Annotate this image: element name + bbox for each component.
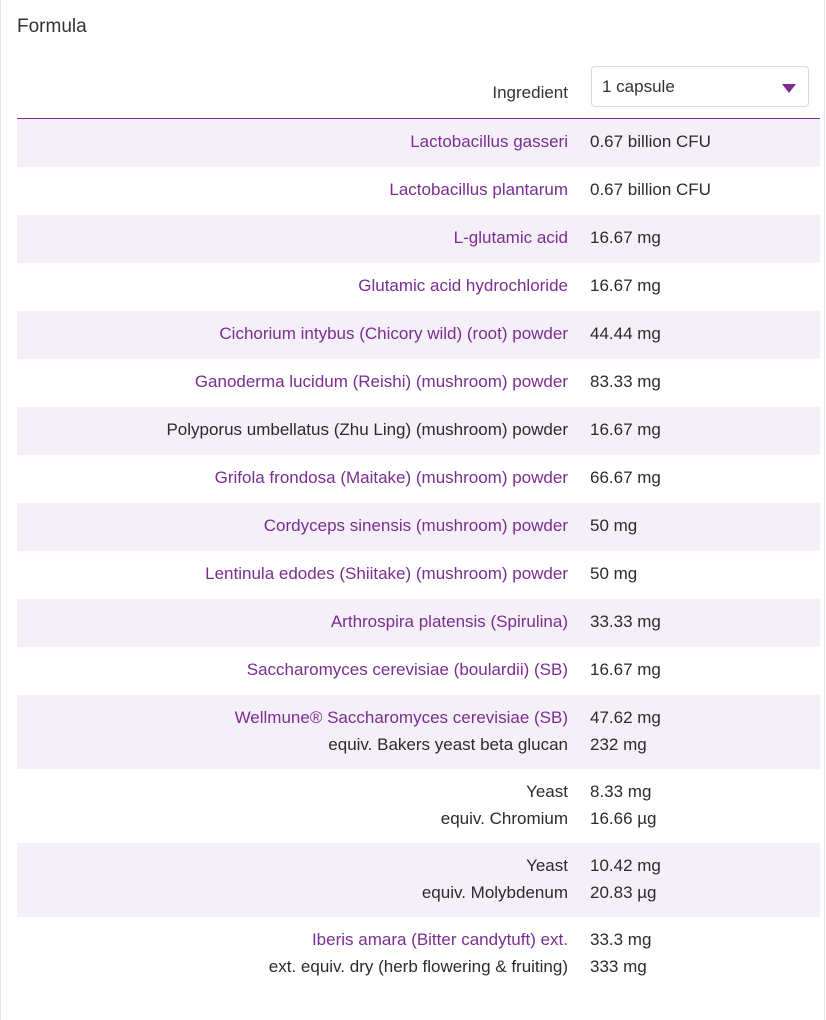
equivalent-amount: 333 mg — [590, 957, 647, 976]
ingredient-amount: 33.3 mg — [590, 930, 652, 949]
ingredient-amount: 16.67 mg — [590, 228, 661, 247]
dose-select-value: 1 capsule — [602, 77, 675, 96]
equivalent-amount: 20.83 µg — [590, 883, 657, 902]
equivalent-amount: 232 mg — [590, 735, 647, 754]
chevron-down-icon — [782, 84, 796, 93]
ingredient-link[interactable]: Lentinula edodes (Shiitake) (mushroom) powder — [205, 564, 568, 583]
table-header — [17, 64, 820, 119]
ingredient-link[interactable]: Wellmune® Saccharomyces cerevisiae (SB) — [234, 708, 568, 727]
ingredient-link[interactable]: Lactobacillus plantarum — [389, 180, 568, 199]
ingredient-equivalent: ext. equiv. dry (herb flowering & fruiting) — [268, 957, 568, 976]
ingredient-amount: 47.62 mg — [590, 708, 661, 727]
table-row — [17, 167, 820, 215]
table-row — [17, 551, 820, 599]
table-row — [17, 119, 820, 167]
ingredient-amount: 16.67 mg — [590, 276, 661, 295]
ingredient-amount: 16.67 mg — [590, 660, 661, 679]
ingredient-link[interactable]: Glutamic acid hydrochloride — [358, 276, 568, 295]
table-row — [17, 263, 820, 311]
ingredient-name: Yeast — [526, 782, 568, 801]
equivalent-amount: 16.66 µg — [590, 809, 657, 828]
ingredient-link[interactable]: L-glutamic acid — [453, 228, 568, 247]
table-row — [17, 647, 820, 695]
ingredient-amount: 10.42 mg — [590, 856, 661, 875]
ingredient-link[interactable]: Cichorium intybus (Chicory wild) (root) powder — [219, 324, 568, 343]
ingredient-link[interactable]: Cordyceps sinensis (mushroom) powder — [263, 516, 568, 535]
table-row — [17, 215, 820, 263]
ingredient-link[interactable]: Grifola frondosa (Maitake) (mushroom) powder — [214, 468, 568, 487]
ingredient-equivalent: equiv. Chromium — [440, 809, 568, 828]
section-title: Formula — [17, 16, 87, 37]
table-row — [17, 917, 820, 991]
table-row — [17, 359, 820, 407]
table-row — [17, 599, 820, 647]
ingredient-amount: 83.33 mg — [590, 372, 661, 391]
ingredient-amount: 50 mg — [590, 516, 638, 535]
ingredient-amount: 33.33 mg — [590, 612, 661, 631]
table-row — [17, 503, 820, 551]
ingredient-amount: 0.67 billion CFU — [590, 132, 711, 151]
ingredient-link[interactable]: Saccharomyces cerevisiae (boulardii) (SB) — [246, 660, 568, 679]
ingredient-table — [17, 119, 820, 991]
ingredient-column-label: Ingredient — [492, 83, 568, 102]
ingredient-link[interactable]: Iberis amara (Bitter candytuft) ext. — [311, 930, 568, 949]
ingredient-equivalent: equiv. Bakers yeast beta glucan — [328, 735, 568, 754]
table-row — [17, 407, 820, 455]
ingredient-amount: 8.33 mg — [590, 782, 652, 801]
table-row — [17, 455, 820, 503]
ingredient-amount: 44.44 mg — [590, 324, 661, 343]
table-row — [17, 695, 820, 769]
ingredient-amount: 50 mg — [590, 564, 638, 583]
ingredient-amount: 16.67 mg — [590, 420, 661, 439]
table-row — [17, 843, 820, 917]
ingredient-name: Yeast — [526, 856, 568, 875]
table-row — [17, 769, 820, 843]
ingredient-amount: 66.67 mg — [590, 468, 661, 487]
table-row — [17, 311, 820, 359]
ingredient-link[interactable]: Lactobacillus gasseri — [410, 132, 568, 151]
ingredient-link[interactable]: Arthrospira platensis (Spirulina) — [330, 612, 568, 631]
ingredient-name: Polyporus umbellatus (Zhu Ling) (mushroom) powder — [166, 420, 568, 439]
dose-select[interactable] — [591, 66, 809, 107]
ingredient-amount: 0.67 billion CFU — [590, 180, 711, 199]
ingredient-link[interactable]: Ganoderma lucidum (Reishi) (mushroom) powder — [194, 372, 568, 391]
ingredient-equivalent: equiv. Molybdenum — [421, 883, 568, 902]
